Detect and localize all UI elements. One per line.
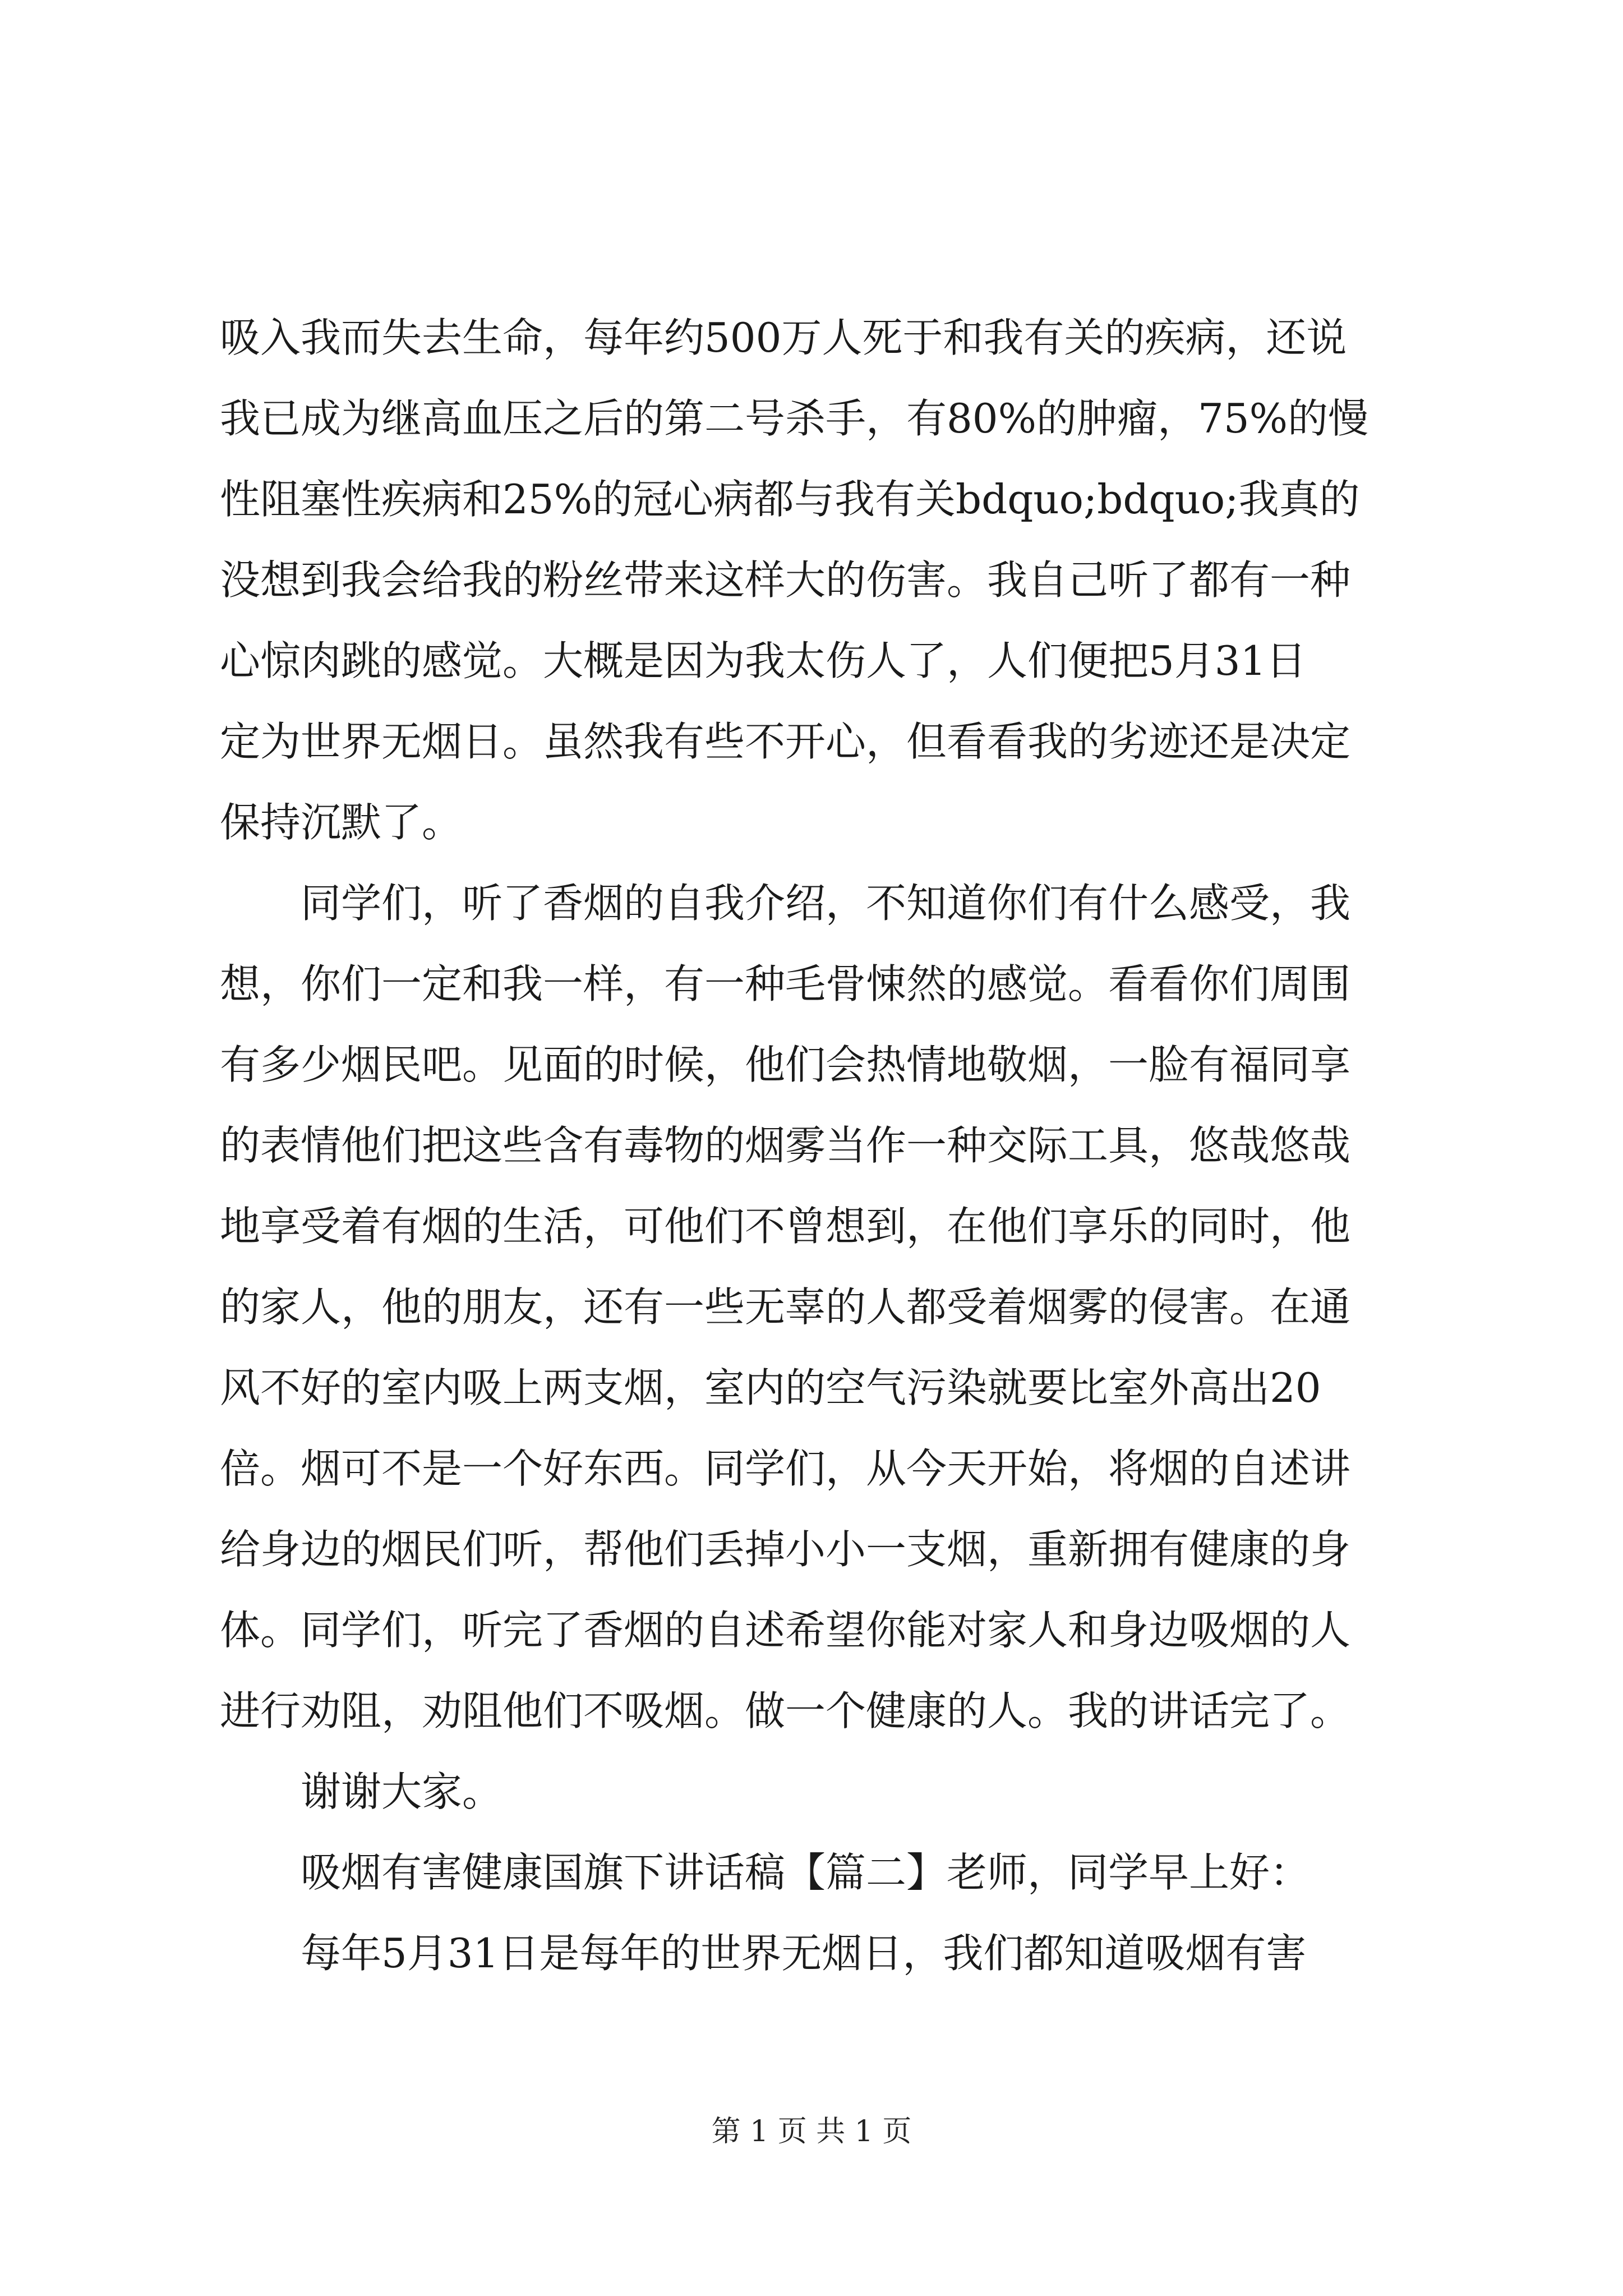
text-line: 心惊肉跳的感觉。大概是因为我太伤人了，人们便把5月31日 (220, 637, 1307, 684)
text-line: 给身边的烟民们听，帮他们丢掉小小一支烟，重新拥有健康的身 (220, 1526, 1351, 1573)
text-line: 的表情他们把这些含有毒物的烟雾当作一种交际工具，悠哉悠哉 (220, 1122, 1351, 1169)
text-line: 地享受着有烟的生活，可他们不曾想到，在他们享乐的同时，他 (220, 1203, 1351, 1250)
text-line: 性阻塞性疾病和25%的冠心病都与我有关bdquo;bdquo;我真的 (220, 476, 1360, 523)
text-line: 的家人，他的朋友，还有一些无辜的人都受着烟雾的侵害。在通 (220, 1283, 1351, 1331)
text-line: 吸入我而失去生命，每年约500万人死于和我有关的疾病，还说 (220, 314, 1347, 361)
closing-thanks: 谢谢大家。 (301, 1768, 503, 1815)
section-heading: 吸烟有害健康国旗下讲话稿【篇二】老师，同学早上好： (301, 1849, 1311, 1896)
text-line: 没想到我会给我的粉丝带来这样大的伤害。我自己听了都有一种 (220, 556, 1351, 604)
text-line: 想，你们一定和我一样，有一种毛骨悚然的感觉。看看你们周围 (220, 960, 1351, 1007)
text-line: 保持沉默了。 (220, 799, 463, 846)
paragraph-first-line: 每年5月31日是每年的世界无烟日，我们都知道吸烟有害 (301, 1930, 1307, 1977)
document-body (220, 297, 1431, 1994)
page-number: 第 1 页 共 1 页 (711, 2115, 912, 2148)
text-line: 倍。烟可不是一个好东西。同学们，从今天开始，将烟的自述讲 (220, 1445, 1351, 1492)
paragraph-first-line: 同学们，听了香烟的自我介绍，不知道你们有什么感受，我 (301, 880, 1351, 927)
text-line: 体。同学们，听完了香烟的自述希望你能对家人和身边吸烟的人 (220, 1607, 1351, 1654)
text-line: 定为世界无烟日。虽然我有些不开心，但看看我的劣迹还是决定 (220, 718, 1351, 765)
text-line: 进行劝阻，劝阻他们不吸烟。做一个健康的人。我的讲话完了。 (220, 1687, 1351, 1734)
text-line: 我已成为继高血压之后的第二号杀手，有80%的肿瘤，75%的慢 (220, 395, 1369, 442)
page-footer (0, 2109, 1623, 2154)
text-line: 有多少烟民吧。见面的时候，他们会热情地敬烟，一脸有福同享 (220, 1041, 1351, 1088)
text-line: 风不好的室内吸上两支烟，室内的空气污染就要比室外高出20 (220, 1364, 1321, 1411)
